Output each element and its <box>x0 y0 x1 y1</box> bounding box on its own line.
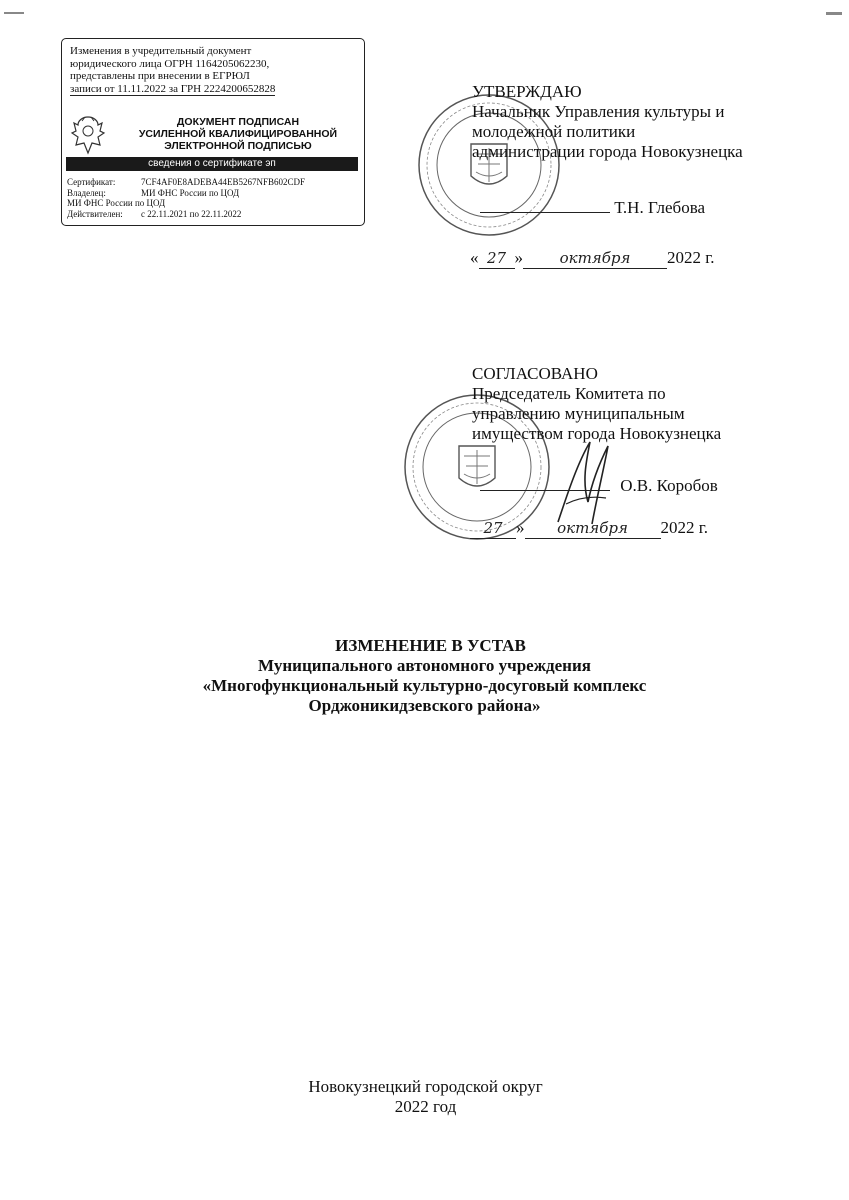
approval-position-line: администрации города Новокузнецка <box>472 142 743 161</box>
certificate-key: Сертификат: <box>67 177 116 187</box>
approval-heading: УТВЕРЖДАЮ <box>472 82 582 101</box>
certificate-row <box>67 209 361 220</box>
approval-block <box>472 82 743 162</box>
approval-signature-line <box>480 198 705 218</box>
registry-note-line: записи от 11.11.2022 за ГРН 2224200652828 <box>70 82 276 95</box>
agreement-heading: СОГЛАСОВАНО <box>472 364 598 383</box>
title-line: «Многофункциональный культурно-досуговый комплекс <box>202 676 647 695</box>
date-month: октября <box>523 248 667 269</box>
certificate-row <box>67 177 361 188</box>
scan-speck <box>4 12 24 14</box>
signature-underline <box>480 476 610 491</box>
document-title <box>0 636 849 716</box>
footer-place: Новокузнецкий городской округ <box>308 1077 543 1096</box>
registry-note-line: Изменения в учредительный документ <box>70 45 252 57</box>
title-line: Муниципального автономного учреждения <box>258 656 591 675</box>
date-quote-close: » <box>514 248 523 267</box>
footer-year: 2022 год <box>394 1097 457 1116</box>
title-line: ИЗМЕНЕНИЕ В УСТАВ <box>335 636 526 655</box>
date-day: 27 <box>479 248 515 269</box>
registry-note-line: юридического лица ОГРН 1164205062230, <box>70 57 270 70</box>
certificate-row <box>67 198 361 209</box>
agreement-position-line: Председатель Комитета по <box>472 384 666 403</box>
agreement-position-line: имуществом города Новокузнецка <box>472 424 722 443</box>
signature-title-line: ДОКУМЕНТ ПОДПИСАН <box>176 116 300 128</box>
registry-note <box>70 45 360 96</box>
certificate-value: с 22.11.2021 по 22.11.2022 <box>141 208 242 219</box>
date-quote-open: « <box>470 248 479 267</box>
date-month: октября <box>525 518 661 539</box>
certificate-value: МИ ФНС России по ЦОД <box>67 198 166 208</box>
certificate-value: МИ ФНС России по ЦОД <box>141 187 240 198</box>
approval-position-line: молодежной политики <box>472 122 636 141</box>
approver-name: Т.Н. Глебова <box>614 198 706 217</box>
agreer-name: О.В. Коробов <box>620 476 718 495</box>
e-signature-box <box>61 38 365 226</box>
signature-title-line: ЭЛЕКТРОННОЙ ПОДПИСЬЮ <box>164 140 312 152</box>
certificate-value: 7CF4AF0E8ADEBA44EB5267NFB602CDF <box>141 177 306 187</box>
agreement-block <box>472 364 721 444</box>
approval-position-line: Начальник Управления культуры и <box>472 102 725 121</box>
date-day: 27 <box>470 518 516 539</box>
certificate-bar: сведения о сертификате эп <box>66 157 358 171</box>
registry-note-line: представлены при внесении в ЕГРЮЛ <box>70 70 250 82</box>
certificate-key: Действителен: <box>67 208 123 219</box>
certificate-row <box>67 188 361 199</box>
coat-of-arms-icon <box>68 113 108 157</box>
agreement-signature-line <box>480 476 718 496</box>
signature-title-line: УСИЛЕННОЙ КВАЛИФИЦИРОВАННОЙ <box>138 128 338 140</box>
approval-date <box>470 248 715 269</box>
certificate-details <box>67 177 361 219</box>
signature-underline <box>480 198 610 213</box>
scan-speck <box>826 12 842 15</box>
certificate-key: Владелец: <box>67 187 106 198</box>
date-year: 2022 г. <box>667 248 715 267</box>
agreement-position-line: управлению муниципальным <box>472 404 685 423</box>
signature-title <box>114 116 362 152</box>
title-line: Орджоникидзевского района» <box>308 696 541 715</box>
date-year: 2022 г. <box>660 518 709 537</box>
document-footer <box>0 1077 849 1117</box>
date-quote-close: » <box>516 518 525 537</box>
agreement-date <box>470 518 708 539</box>
